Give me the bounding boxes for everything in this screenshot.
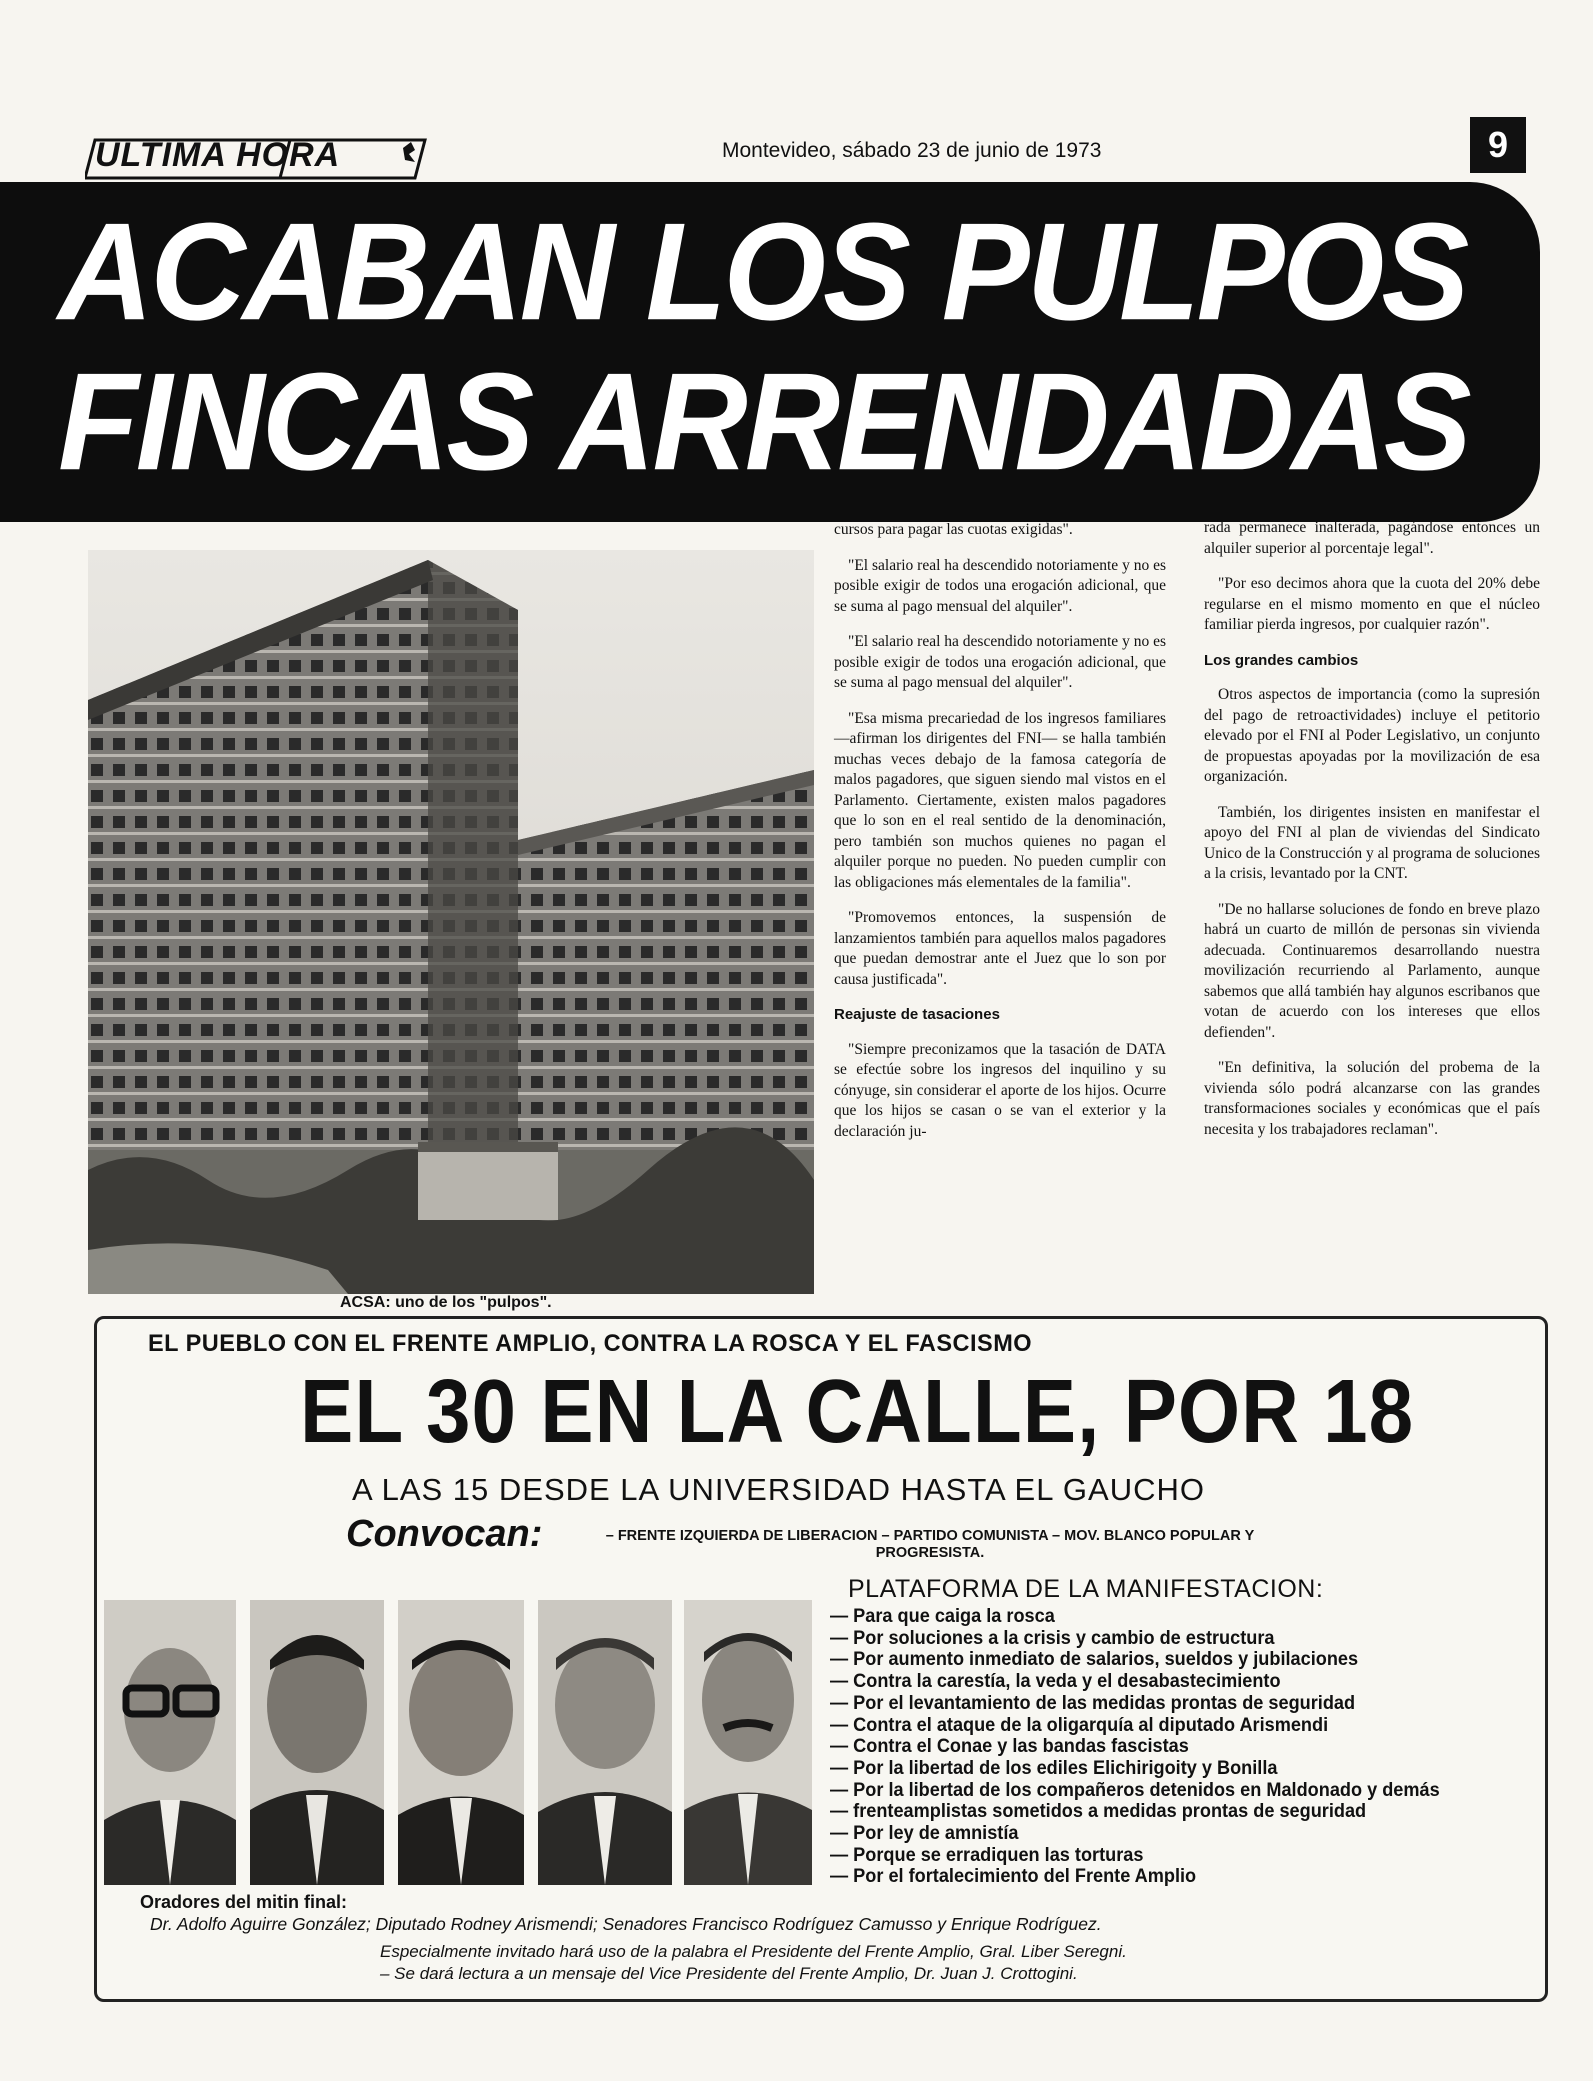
platform-item: — Por el fortalecimiento del Frente Amplio [830,1866,1440,1888]
advert-note: – Se dará lectura a un mensaje del Vice Presidente del Frente Amplio, Dr. Juan J. Crottogini. [380,1964,1078,1983]
speaker-portrait [104,1600,236,1885]
building-photo [88,550,814,1294]
article-column-1 [834,520,1166,1157]
platform-item: — Por aumento inmediato de salarios, sueldos y jubilaciones [830,1649,1440,1671]
paragraph: Otros aspectos de importancia (como la supresión del pago de retroactividades) incluye el petitorio elevado por el FNI al Poder Legislativo, un conjunto de propuestas apoyadas por la movilización de esa organización. [1204,686,1540,785]
paragraph: "Siempre preconizamos que la tasación de DATA se efectúe sobre los ingresos del inquilino y su cónyuge, sin considerar el aporte de los hijos. Ocurre que los hijos se casan o se van el exterior y la declaración ju- [834,1040,1166,1140]
paragraph: cursos para pagar las cuotas exigidas". [834,521,1073,538]
headline-line-2: FINCAS ARRENDADAS [58,344,1469,499]
paragraph: "El salario real ha descendido notoriamente y no es posible exigir de todos una erogación adicional, que se suma al pago mensual del alquiler". [834,633,1166,691]
speaker-portrait [398,1600,524,1885]
paragraph: "Esa misma precariedad de los ingresos familiares —afirman los dirigentes del FNI— se halla también muchas veces debajo de la famosa categoría de malos pagadores, que siguen siendo mal vistos en el Parlamento. Ciertamente, existen malos pagadores que lo son en el real sentido de la denominación, pero también son muchos quienes no pagan el alquiler porque no pueden. No pueden cumplir con las obligaciones más elementales de la familia". [834,709,1166,891]
platform-item: — Contra el Conae y las bandas fascistas [830,1736,1440,1758]
paragraph: "Por eso decimos ahora que la cuota del 20% debe regularse en el mismo momento en que el núcleo familiar pierda ingresos, por cualquier razón". [1204,575,1540,633]
dateline: Montevideo, sábado 23 de junio de 1973 [722,139,1102,162]
platform-item: — Por la libertad de los compañeros detenidos en Maldonado y demás [830,1780,1440,1802]
platform-item: — Contra la carestía, la veda y el desabastecimiento [830,1671,1440,1693]
convocan-organizations: – FRENTE IZQUIERDA DE LIBERACION – PARTIDO COMUNISTA – MOV. BLANCO POPULAR Y PROGRESISTA. [605,1528,1255,1561]
subheading: Reajuste de tasaciones [834,1006,1000,1023]
speakers-label: Oradores del mitin final: [140,1892,348,1912]
page-number: 9 [1470,117,1526,173]
convocan-label: Convocan: [346,1513,543,1555]
speaker-portrait [684,1600,812,1885]
speakers-names: Dr. Adolfo Aguirre González; Diputado Rodney Arismendi; Senadores Francisco Rodríguez Camusso y Enrique Rodríguez. [150,1914,1102,1934]
platform-item: — Contra el ataque de la oligarquía al diputado Arismendi [830,1715,1440,1737]
article-column-2 [1204,518,1540,1155]
speaker-portrait [250,1600,384,1885]
logo-text: ULTIMA HORA [95,136,341,174]
advert-subheading: A LAS 15 DESDE LA UNIVERSIDAD HASTA EL GAUCHO [352,1472,1205,1507]
advert-note: Especialmente invitado hará uso de la palabra el Presidente del Frente Amplio, Gral. Liber Seregni. [380,1942,1127,1961]
platform-item: — Para que caiga la rosca [830,1606,1440,1628]
building-illustration [88,550,814,1294]
platform-item: — Porque se erradiquen las torturas [830,1845,1440,1867]
speaker-portrait [538,1600,672,1885]
paragraph: "El salario real ha descendido notoriamente y no es posible exigir de todos una erogación adicional, que se suma al pago mensual del alquiler". [834,556,1166,615]
platform-list [830,1606,1486,1888]
photo-caption: ACSA: uno de los "pulpos". [340,1294,552,1311]
subheading: Los grandes cambios [1204,651,1359,669]
platform-item: — frenteamplistas sometidos a medidas prontas de seguridad [830,1801,1440,1823]
platform-item: — Por la libertad de los ediles Elichirigoity y Bonilla [830,1758,1440,1780]
paragraph: rada permanece inalterada, pagándose entonces un alquiler superior al porcentaje legal". [1204,519,1540,557]
platform-item: — Por ley de amnistía [830,1823,1440,1845]
paragraph: También, los dirigentes insisten en manifestar el apoyo del FNI al plan de viviendas del Sindicato Unico de la Construcción y al programa de soluciones a la crisis, levantado por la CNT. [1204,803,1540,882]
platform-item: — Por el levantamiento de las medidas prontas de seguridad [830,1693,1440,1715]
advert-slogan: EL PUEBLO CON EL FRENTE AMPLIO, CONTRA LA ROSCA Y EL FASCISMO [148,1330,1033,1357]
platform-item: — Por soluciones a la crisis y cambio de estructura [830,1628,1440,1650]
newspaper-logo [85,134,445,184]
platform-title: PLATAFORMA DE LA MANIFESTACION: [848,1575,1324,1603]
paragraph: "De no hallarse soluciones de fondo en breve plazo habrá un cuarto de millón de personas sin vivienda adecuada. Continuaremos desarrollando nuestra movilización recurriendo al Parlamento, aunque sabemos que allá también hay algunos escribanos que votan de acuerdo con los intereses que ellos defienden". [1204,900,1540,1041]
paragraph: "En definitiva, la solución del probema de la vivienda sólo podrá alcanzarse con las grandes transformaciones sociales y económicas que el país necesita y los trabajadores reclaman". [1204,1059,1540,1138]
headline-line-1: ACABAN LOS PULPOS [58,194,1467,349]
advert-main-heading: EL 30 EN LA CALLE, POR 18 [300,1361,1415,1461]
paragraph: "Promovemos entonces, la suspensión de lanzamientos también para aquellos malos pagadores que puedan demostrar ante el Juez que lo son por causa justificada". [834,909,1166,988]
